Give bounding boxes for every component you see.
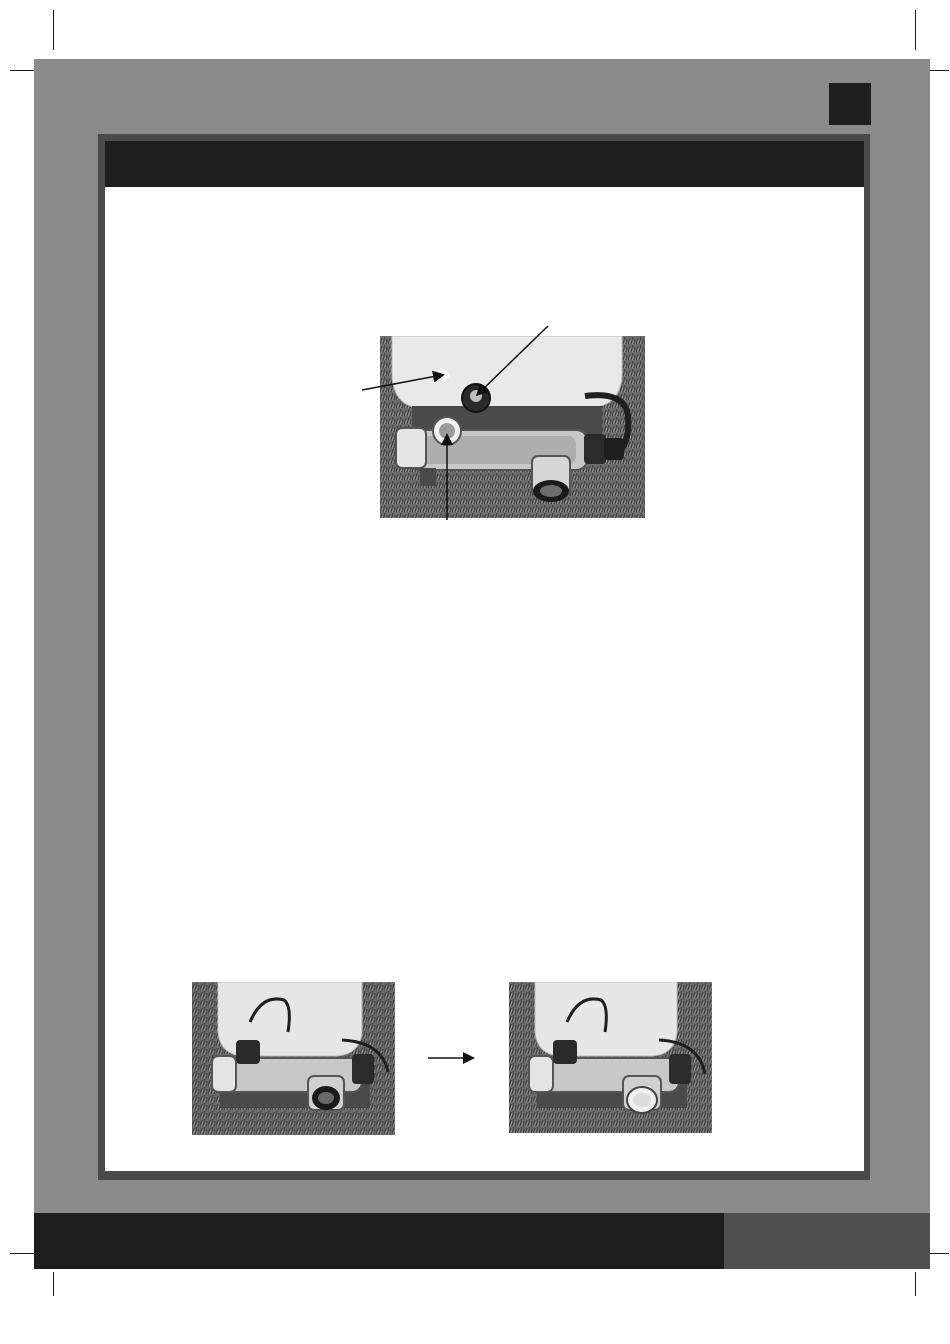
crop-mark-top-left-vertical bbox=[53, 10, 54, 50]
chlorinator-main-illustration bbox=[380, 336, 645, 518]
crop-mark-bottom-right-vertical bbox=[915, 1272, 916, 1296]
chlorinator-before-illustration bbox=[192, 982, 395, 1135]
chlorinator-after-illustration bbox=[509, 982, 712, 1133]
section-header-bar bbox=[105, 141, 864, 187]
footer-page-tab bbox=[724, 1213, 930, 1269]
chlorinator-main-photo bbox=[380, 336, 645, 518]
crop-mark-bottom-left-vertical bbox=[53, 1272, 54, 1296]
footer-bar bbox=[34, 1213, 724, 1269]
chlorinator-step-after-photo bbox=[509, 982, 712, 1133]
chlorinator-step-before-photo bbox=[192, 982, 395, 1135]
crop-mark-top-right-vertical bbox=[915, 10, 916, 50]
page-corner-tab bbox=[829, 83, 871, 125]
